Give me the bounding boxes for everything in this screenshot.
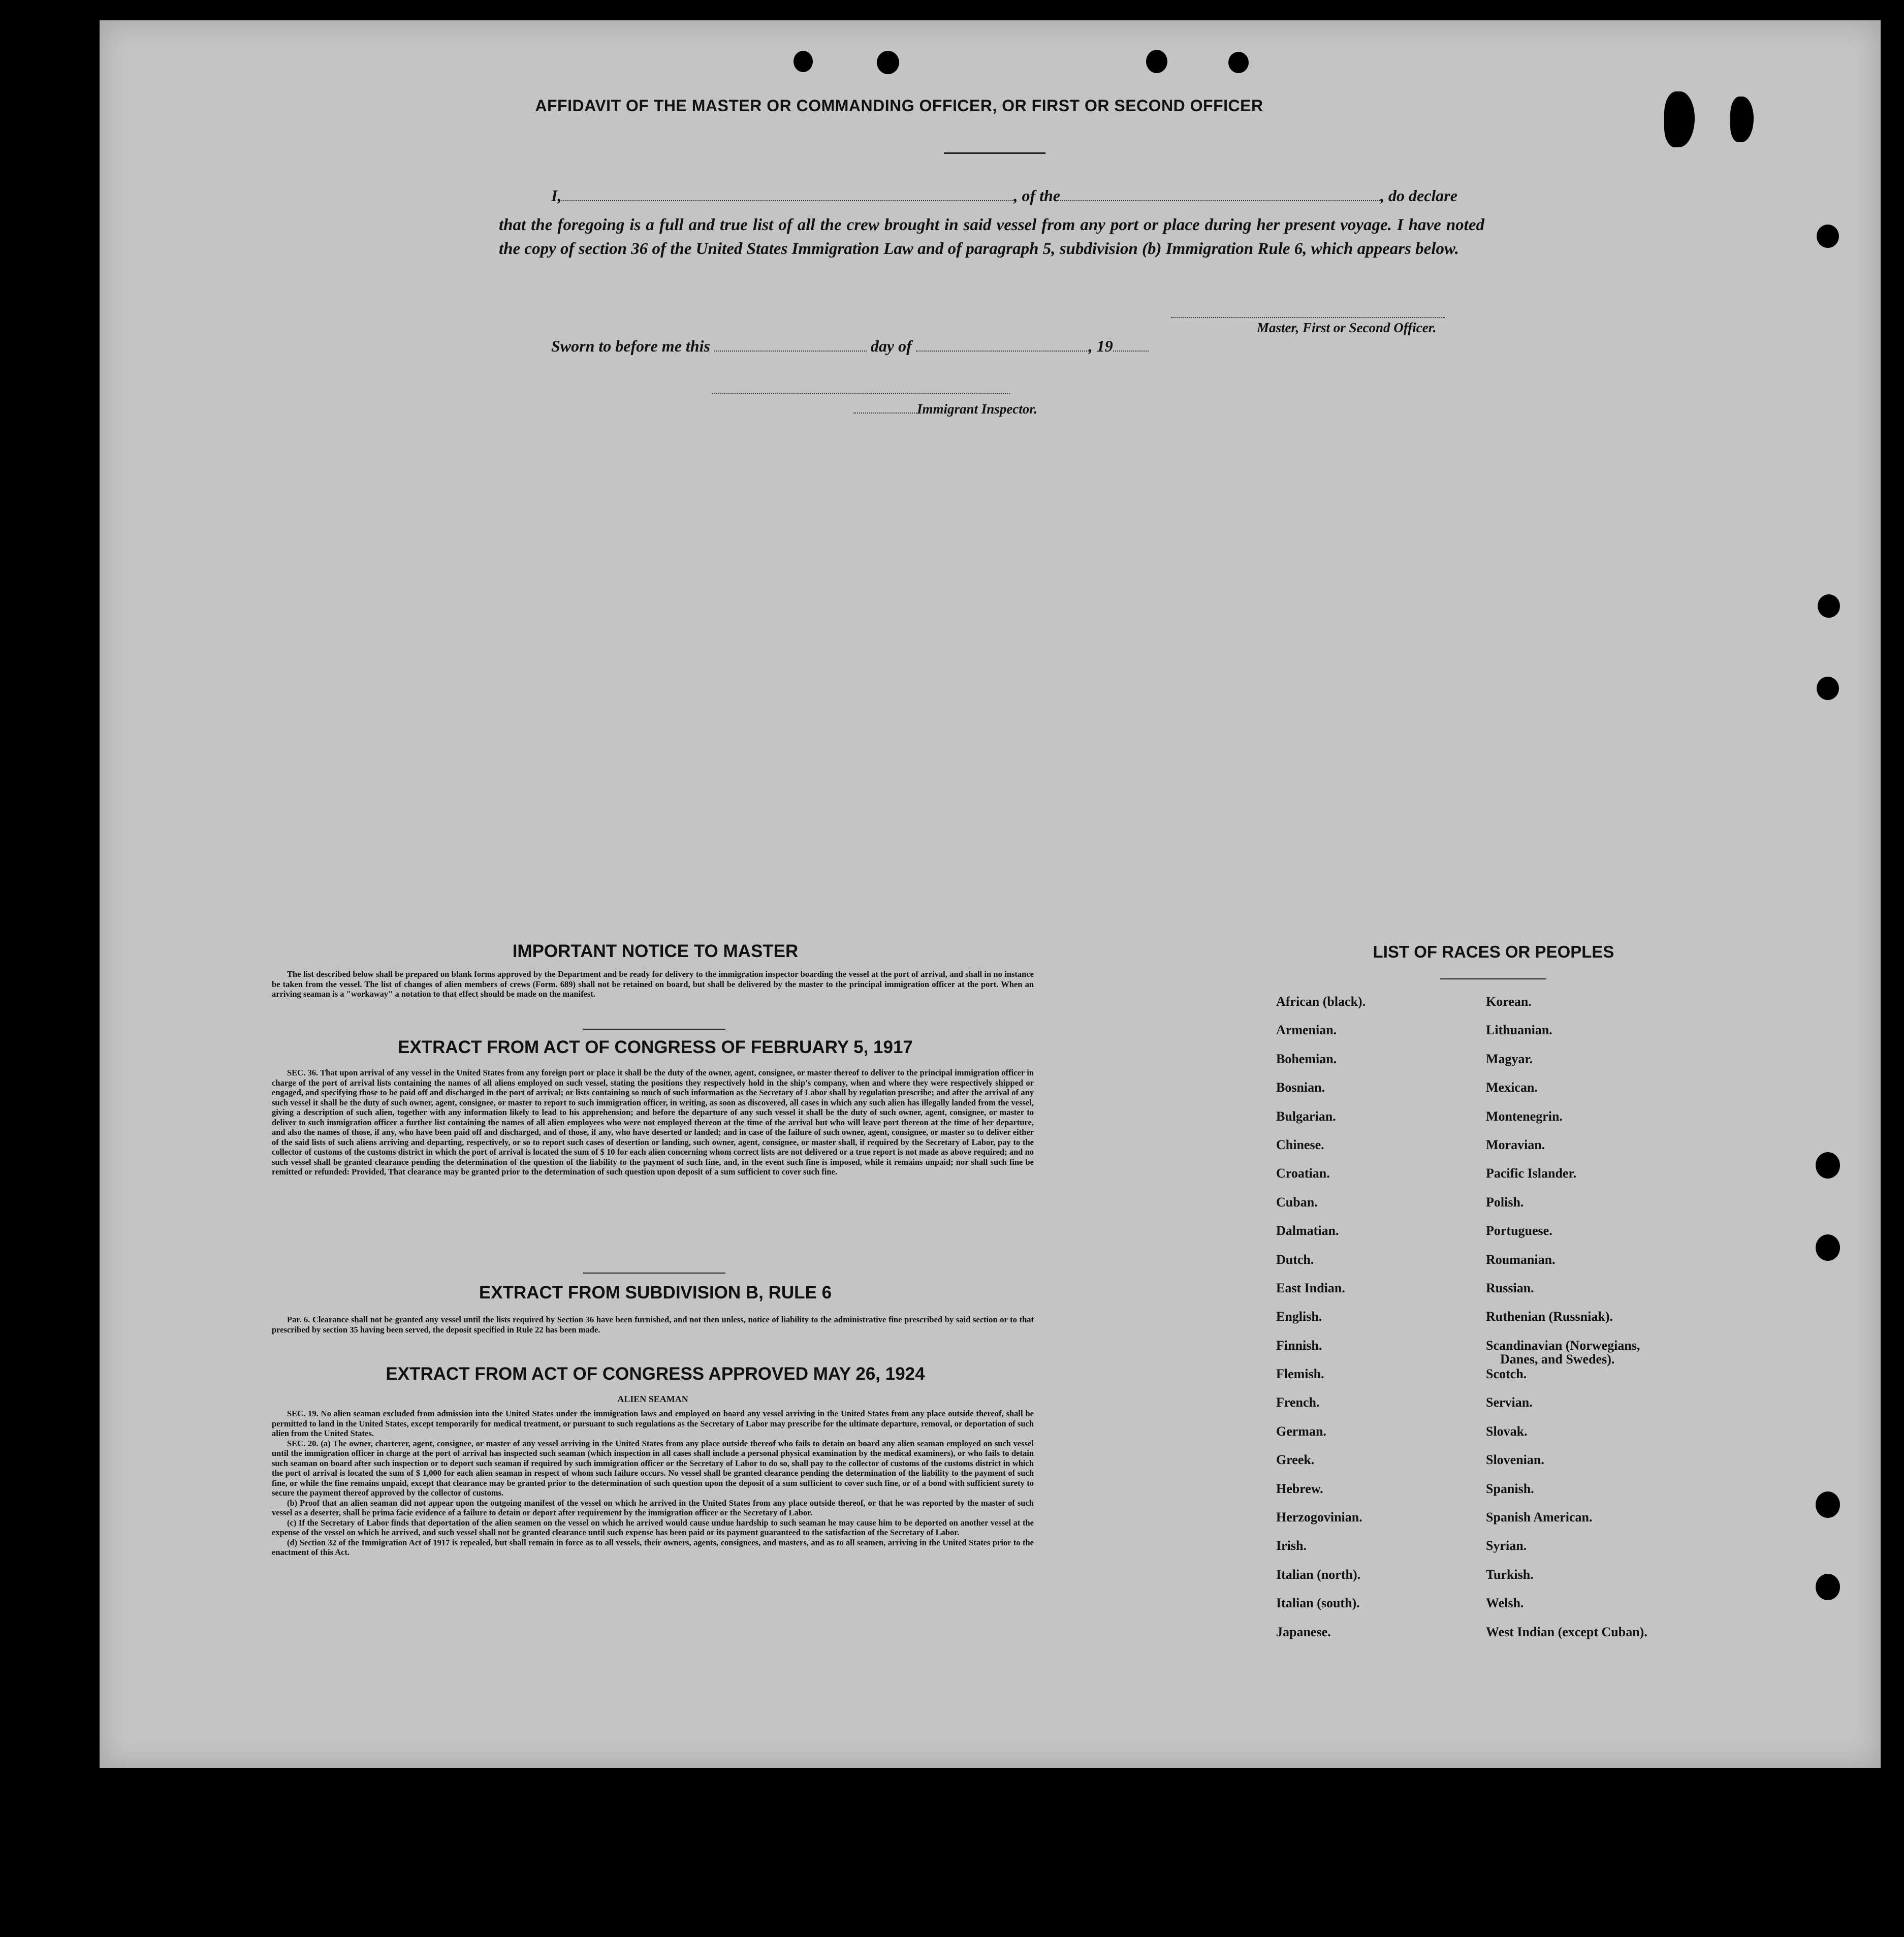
race-item: Pacific Islander. bbox=[1486, 1166, 1577, 1181]
races-title: LIST OF RACES OR PEOPLES bbox=[1373, 942, 1614, 961]
punch-hole bbox=[1816, 1491, 1840, 1518]
race-item: Armenian. bbox=[1276, 1023, 1337, 1038]
punch-hole bbox=[1817, 225, 1839, 248]
sworn-day-blank bbox=[714, 350, 867, 352]
race-item: Italian (south). bbox=[1276, 1596, 1360, 1611]
race-item: Mexican. bbox=[1486, 1080, 1538, 1095]
extract-1924-paragraph: (b) Proof that an alien seaman did not appear upon the outgoing manifest of the vessel on which he arrived in the United States from any place outside thereof, or that he was reported by the master of such vessel as a deserter, shall be prima facie evidence of a failure to detain or deport after requirement by the immigration officer or the Secretary of Labor. bbox=[272, 1498, 1034, 1517]
extract-1924-paragraph: (d) Section 32 of the Immigration Act of 1917 is repealed, but shall remain in force as to all vessels, their owners, agents, consignees, and masters, and as to all seamen, arriving in the United States prior to the enactment of this Act. bbox=[272, 1537, 1034, 1557]
affidavit-title: AFFIDAVIT OF THE MASTER OR COMMANDING OFFICER, OR FIRST OR SECOND OFFICER bbox=[535, 97, 1263, 115]
vessel-blank-field bbox=[1060, 199, 1380, 201]
notice-title: IMPORTANT NOTICE TO MASTER bbox=[512, 941, 799, 961]
name-blank-field bbox=[561, 199, 1013, 201]
race-item: German. bbox=[1276, 1423, 1326, 1439]
inspector-signature-line bbox=[712, 392, 1010, 394]
master-signature-line bbox=[1171, 316, 1445, 318]
race-item: Spanish. bbox=[1486, 1481, 1534, 1496]
extract-1924-subtitle: ALIEN SEAMAN bbox=[617, 1394, 688, 1404]
sworn-day-of: day of bbox=[870, 337, 912, 355]
do-declare-label: , do declare bbox=[1380, 186, 1457, 205]
extract-1917-paragraph: SEC. 36. That upon arrival of any vessel in the United States from any foreign port or place it shall be the duty of the owner, agent, consignee, or master thereof to deliver to the principal immigration officer in charge of the port of arrival lists containing the names of all aliens employed on such vessel, stating the positions they respectively hold in the ship's company, when and where they were respectively shipped or engaged, and specifying those to be paid off and discharged in the port of arrival; or lists containing so much of such information as the Secretary of Labor shall by regulation prescribe; and after the arrival of any such vessel it shall be the duty of such owner, agent, consignee, or master to report to such immigration officer, in writing, as soon as discovered, all cases in which any such alien has illegally landed from the vessel, giving a description of such alien, together with any information likely to lead to his apprehension; and before the departure of any such vessel it shall be the duty of such owner, agent, consignee, or master to deliver to such immigration officer a further list containing the names of all alien employees who were not employed thereon at the time of the arrival but who will leave port thereon at the time of her departure, and also the names of those, if any, who have been paid off and discharged, and of those, if any, who have deserted or landed; and in case of the failure of such owner, agent, consignee, or master so to deliver either of the said lists of such aliens arriving and departing, respectively, or so to report such cases of desertion or landing, such owner, agent, consignee, or master shall, if required by the Secretary of Labor, pay to the collector of customs of the customs district in which the port of arrival is located the sum of $ 10 for each alien concerning whom correct lists are not delivered or a true report is not made as above required; and no such vessel shall be granted clearance pending the determination of the question of the liability to the payment of such fine, and, in the event such fine is imposed, while it remains unpaid; nor shall such fine be remitted or refunded: Provided, That clearance may be granted prior to the determination of such question upon deposit of a sum sufficient to cover such fine. bbox=[272, 1068, 1034, 1177]
extract-1917-title: EXTRACT FROM ACT OF CONGRESS OF FEBRUARY 5, 1917 bbox=[398, 1037, 913, 1057]
race-item: Croatian. bbox=[1276, 1166, 1330, 1181]
race-item: Turkish. bbox=[1486, 1567, 1534, 1582]
race-item: Lithuanian. bbox=[1486, 1023, 1552, 1038]
race-item: Polish. bbox=[1486, 1194, 1524, 1210]
extract-rule6-text bbox=[272, 1315, 1034, 1335]
ink-blot bbox=[1664, 91, 1695, 147]
sworn-prefix: Sworn to before me this bbox=[551, 337, 710, 355]
sworn-month-blank bbox=[916, 350, 1089, 352]
race-item: Irish. bbox=[1276, 1538, 1307, 1553]
notice-text bbox=[272, 969, 1034, 999]
punch-hole bbox=[877, 51, 899, 74]
sworn-year-blank bbox=[1113, 350, 1149, 352]
race-item: Cuban. bbox=[1276, 1194, 1318, 1210]
race-item-continuation: Danes, and Swedes). bbox=[1500, 1351, 1615, 1367]
extract-rule6-title: EXTRACT FROM SUBDIVISION B, RULE 6 bbox=[479, 1283, 832, 1303]
race-item: Chinese. bbox=[1276, 1137, 1324, 1152]
race-item: Dalmatian. bbox=[1276, 1223, 1339, 1239]
extract-1924-paragraph: (c) If the Secretary of Labor finds that deportation of the alien seamen on the vessel on which he arrived would cause undue hardship to such seaman he may cause him to be deported on another vessel at the expense of the vessel on which he arrived, and such vessel shall not be granted clearance until such expense has been paid or its payment guaranteed to the satisfaction of the Secretary of Labor. bbox=[272, 1517, 1034, 1537]
race-item: East Indian. bbox=[1276, 1280, 1345, 1295]
race-item: Bulgarian. bbox=[1276, 1108, 1336, 1124]
race-item: African (black). bbox=[1276, 994, 1366, 1009]
extract-1924-text bbox=[272, 1409, 1034, 1558]
race-item: Flemish. bbox=[1276, 1367, 1324, 1382]
of-the-label: , of the bbox=[1013, 186, 1060, 205]
punch-hole bbox=[1228, 52, 1249, 73]
extract-1924-paragraph: SEC. 19. No alien seaman excluded from admission into the United States under the immigration laws and employed on board any vessel arriving in the United States from any place outside thereof, shall be permitted to land in the United States, except temporarily for medical treatment, or pursuant to such regulations as the Secretary of Labor may prescribe for the ultimate departure, removal, or deportation of such alien from the United States. bbox=[272, 1409, 1034, 1438]
race-item: Russian. bbox=[1486, 1280, 1534, 1295]
extract-1924-paragraph: SEC. 20. (a) The owner, charterer, agent, consignee, or master of any vessel arriving in the United States from any place outside thereof who fails to detain on board any alien seaman employed on such vessel until the immigration officer in charge at the port of arrival has inspected such seaman (which inspection in all cases shall include a personal physical examination by the medical examiners), or who fails to detain such seaman on board after such inspection or to deport such seaman if required by such immigration officer or the Secretary of Labor to do so, shall pay to the collector of customs of the customs district in which the port of arrival is located the sum of $ 1,000 for each alien seaman in respect of whom such failure occurs. No vessel shall be granted clearance pending the determination of the liability to the payment of such fine, or while the fine remains unpaid, except that clearance may be granted prior to the determination of such question upon the deposit of a sum sufficient to cover such fine, or of a bond with sufficient surety to secure the payment thereof approved by the collector of customs. bbox=[272, 1438, 1034, 1498]
punch-hole bbox=[1817, 677, 1839, 700]
affidavit-declaration-line bbox=[551, 186, 1457, 205]
race-item: Roumanian. bbox=[1486, 1252, 1556, 1267]
race-item: Servian. bbox=[1486, 1395, 1533, 1410]
sworn-line bbox=[551, 337, 1149, 356]
notice-paragraph: The list described below shall be prepared on blank forms approved by the Department and be ready for delivery to the immigration inspector boarding the vessel at the port of arrival, and shall in no instance be taken from the vessel. The list of changes of alien members of crews (Form. 689) shall not be retained on board, but shall be delivered by the master to the principal immigration officer at the port. When an arriving seaman is a "workaway" a notation to that effect should be made on the manifest. bbox=[272, 969, 1034, 999]
section-rule bbox=[583, 1029, 725, 1030]
race-item: Finnish. bbox=[1276, 1338, 1322, 1353]
punch-hole bbox=[1816, 1574, 1840, 1600]
section-rule bbox=[583, 1273, 725, 1274]
race-item: Italian (north). bbox=[1276, 1567, 1361, 1582]
race-item: Slovenian. bbox=[1486, 1452, 1544, 1468]
race-item: Syrian. bbox=[1486, 1538, 1527, 1553]
inspector-caption: Immigrant Inspector. bbox=[917, 401, 1038, 417]
races-title-rule bbox=[1440, 978, 1546, 979]
extract-1924-title: EXTRACT FROM ACT OF CONGRESS APPROVED MAY 26, 1924 bbox=[386, 1364, 925, 1384]
race-item: Spanish American. bbox=[1486, 1510, 1593, 1525]
race-item: West Indian (except Cuban). bbox=[1486, 1624, 1647, 1639]
sworn-year: , 19 bbox=[1088, 337, 1113, 355]
race-item: Ruthenian (Russniak). bbox=[1486, 1309, 1613, 1324]
punch-hole bbox=[1146, 50, 1167, 73]
inspector-blank bbox=[853, 411, 917, 414]
punch-hole bbox=[794, 51, 813, 72]
races-right-column bbox=[1486, 995, 1647, 1654]
race-item: Magyar. bbox=[1486, 1051, 1533, 1066]
punch-hole bbox=[1816, 1152, 1840, 1179]
races-left-column bbox=[1276, 995, 1366, 1654]
race-item: Korean. bbox=[1486, 994, 1532, 1009]
title-rule bbox=[944, 152, 1045, 154]
race-item: English. bbox=[1276, 1309, 1322, 1324]
race-item: Bosnian. bbox=[1276, 1080, 1325, 1095]
affidavit-body: that the foregoing is a full and true list of all the crew brought in said vessel from any port or place during her present voyage. I have noted the copy of section 36 of the United States Immigration Law and of paragraph 5, subdivision (b) Immigration Rule 6, which appears below. bbox=[499, 216, 1484, 258]
race-item: French. bbox=[1276, 1395, 1320, 1410]
race-item: Portuguese. bbox=[1486, 1223, 1552, 1239]
punch-hole bbox=[1816, 1234, 1840, 1261]
race-item: Montenegrin. bbox=[1486, 1108, 1563, 1124]
race-item: Japanese. bbox=[1276, 1624, 1331, 1639]
race-item: Moravian. bbox=[1486, 1137, 1545, 1152]
ink-blot bbox=[1730, 97, 1754, 142]
race-item: Welsh. bbox=[1486, 1596, 1524, 1611]
extract-1917-text bbox=[272, 1068, 1034, 1177]
race-item-first-line: Scandinavian (Norwegians, bbox=[1486, 1338, 1640, 1353]
race-item: Dutch. bbox=[1276, 1252, 1314, 1267]
race-item: Slovak. bbox=[1486, 1423, 1528, 1439]
master-caption: Master, First or Second Officer. bbox=[1257, 320, 1437, 335]
race-item: Bohemian. bbox=[1276, 1051, 1337, 1066]
race-item: Hebrew. bbox=[1276, 1481, 1323, 1496]
race-item: Herzogovinian. bbox=[1276, 1510, 1362, 1525]
race-item: Greek. bbox=[1276, 1452, 1315, 1468]
punch-hole bbox=[1818, 594, 1840, 618]
declarant-i: I, bbox=[551, 186, 562, 205]
inspector-caption-line bbox=[853, 401, 1037, 417]
race-item: Scotch. bbox=[1486, 1367, 1527, 1382]
race-item-two-line bbox=[1486, 1339, 1647, 1367]
extract-rule6-paragraph: Par. 6. Clearance shall not be granted any vessel until the lists required by Section 36 have been furnished, and not then unless, notice of liability to the administrative fine prescribed by said section or to that prescribed by section 35 having been served, the deposit specified in Rule 22 has been made. bbox=[272, 1315, 1034, 1335]
